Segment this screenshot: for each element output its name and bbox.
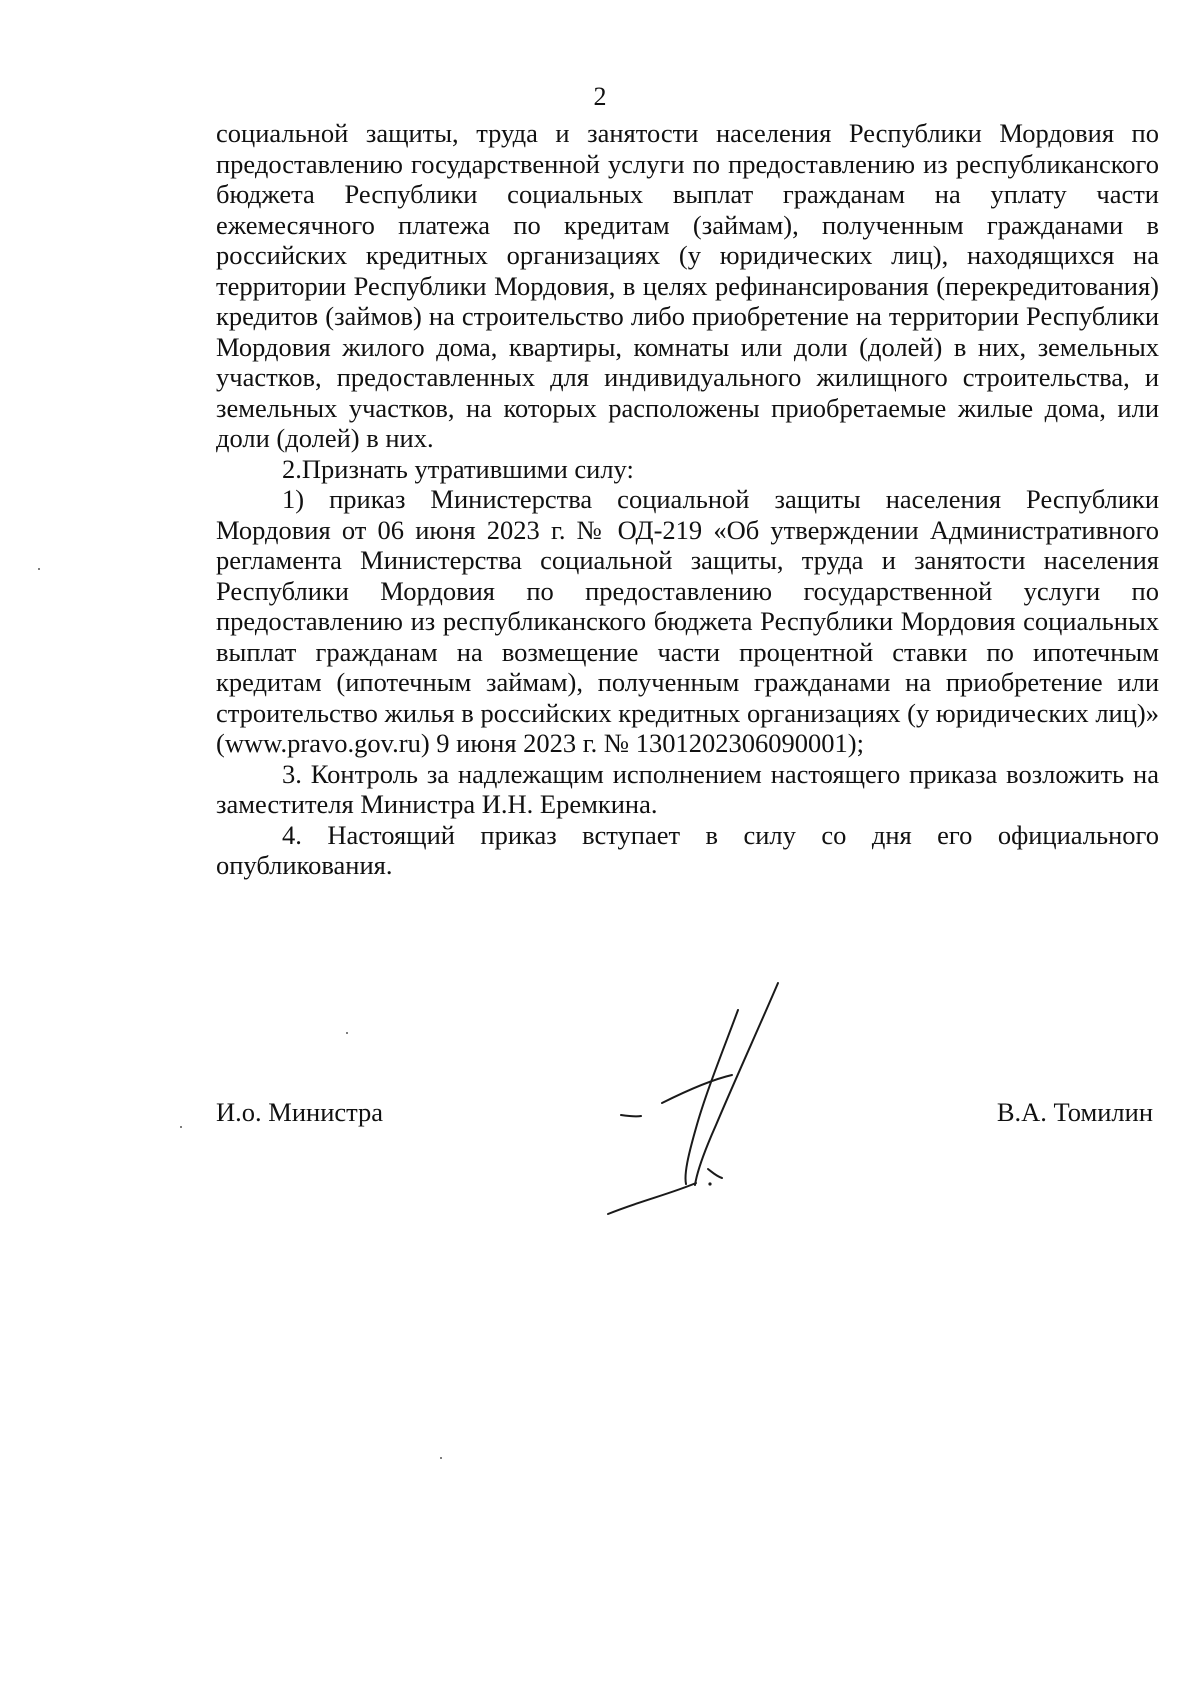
handwritten-signature bbox=[600, 980, 860, 1220]
scan-speck bbox=[38, 568, 40, 570]
scan-speck bbox=[440, 1457, 442, 1459]
paragraph-subitem-1: 1) приказ Министерства социальной защиты населения Республики Мордовия от 06 июня 2023 г. № ОД-219 «Об утверждении Административного регламента Министерства социальной защиты, труда и занятости населения Республики Мордовия по предоставлению государственной услуги по предоставлению из республиканского бюджета Республики Мордовия социальных выплат гражданам на возмещение части процентной ставки по ипотечным кредитам (ипотечным займам), полученным гражданами на приобретение или строительство жилья в российских кредитных организациях (у юридических лиц)» (www.pravo.gov.ru) 9 июня 2023 г. № 1301202306090001); bbox=[216, 484, 1159, 758]
paragraph-item-2: 2.Признать утратившими силу: bbox=[282, 453, 634, 484]
page-number: 2 bbox=[593, 82, 607, 111]
scan-speck bbox=[346, 1032, 348, 1034]
paragraph-continuation: социальной защиты, труда и занятости населения Республики Мордовия по предоставлению государственной услуги по предоставлению из республиканского бюджета Республики социальных выплат гражданам на уплату части ежемесячного платежа по кредитам (займам), полученным гражданами в российских кредитных организациях (у юридических лиц), находящихся на территории Республики Мордовия, в целях рефинансирования (перекредитования) кредитов (займов) на строительство либо приобретение на территории Республики Мордовия жилого дома, квартиры, комнаты или доли (долей) в них, земельных участков, предоставленных для индивидуального жилищного строительства, и земельных участков, на которых расположены приобретаемые жилые дома, или доли (долей) в них. bbox=[216, 118, 1159, 453]
signatory-role: И.о. Министра bbox=[216, 1097, 384, 1127]
paragraph-item-3: 3. Контроль за надлежащим исполнением настоящего приказа возложить на заместителя Министра И.Н. Еремкина. bbox=[216, 758, 1159, 819]
signatory-name: В.А. Томилин bbox=[996, 1097, 1153, 1127]
scan-speck bbox=[180, 1126, 182, 1128]
document-body bbox=[216, 118, 1159, 881]
paragraph-item-4: 4. Настоящий приказ вступает в силу со дня его официального опубликования. bbox=[216, 819, 1159, 880]
